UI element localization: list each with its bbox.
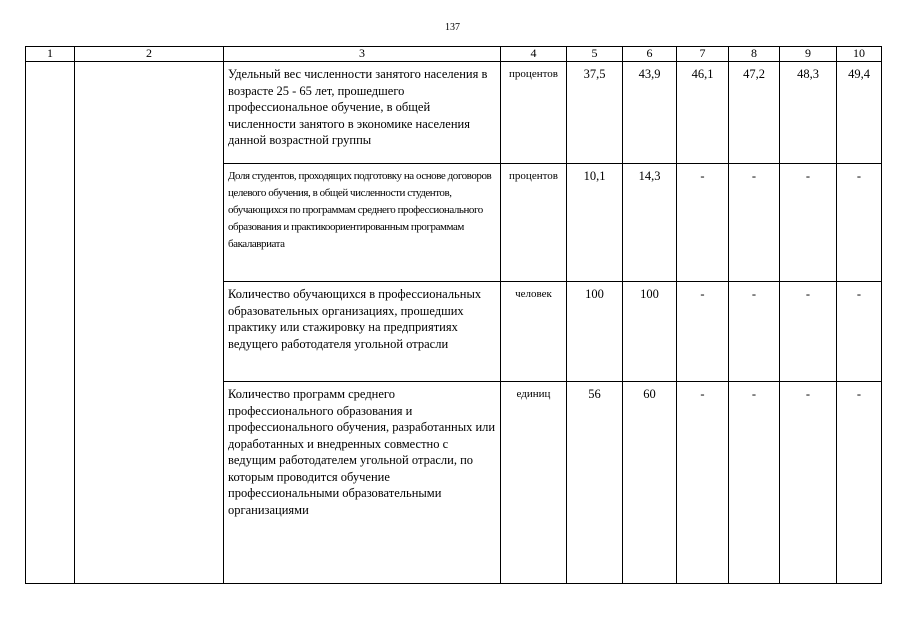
header-cell: 9 xyxy=(780,47,837,62)
indicator-cell: Доля студентов, проходящих подготовку на основе договоров целевого обучения, в общей численности студентов, обучающихся по программам среднего профессионального образования и практикоориентированным программам бакалавриата xyxy=(224,164,501,282)
value-cell: - xyxy=(780,382,837,584)
value-cell: 56 xyxy=(567,382,623,584)
value-cell: - xyxy=(837,282,882,382)
header-cell: 6 xyxy=(623,47,677,62)
indicator-cell: Количество обучающихся в профессиональных образовательных организациях, прошедших практику или стажировку на предприятиях ведущего работодателя угольной отрасли xyxy=(224,282,501,382)
header-cell: 4 xyxy=(501,47,567,62)
value-cell: 60 xyxy=(623,382,677,584)
indicators-table xyxy=(25,46,882,584)
value-cell: - xyxy=(677,282,729,382)
unit-cell: процентов xyxy=(501,62,567,164)
header-cell: 10 xyxy=(837,47,882,62)
value-cell: - xyxy=(729,282,780,382)
value-cell: - xyxy=(837,382,882,584)
indicator-cell: Удельный вес численности занятого населения в возрасте 25 - 65 лет, прошедшего профессиональное обучение, в общей численности занятого в экономике населения данной возрастной группы xyxy=(224,62,501,164)
col2-cell xyxy=(75,62,224,584)
unit-cell: человек xyxy=(501,282,567,382)
value-cell: - xyxy=(729,382,780,584)
value-cell: 46,1 xyxy=(677,62,729,164)
value-cell: 43,9 xyxy=(623,62,677,164)
header-cell: 7 xyxy=(677,47,729,62)
col1-cell xyxy=(26,62,75,584)
value-cell: 100 xyxy=(567,282,623,382)
unit-cell: процентов xyxy=(501,164,567,282)
header-cell: 2 xyxy=(75,47,224,62)
value-cell: 14,3 xyxy=(623,164,677,282)
page-number: 137 xyxy=(445,22,460,33)
header-cell: 5 xyxy=(567,47,623,62)
header-cell: 1 xyxy=(26,47,75,62)
header-row xyxy=(26,47,882,62)
value-cell: - xyxy=(780,164,837,282)
value-cell: 49,4 xyxy=(837,62,882,164)
unit-cell: единиц xyxy=(501,382,567,584)
value-cell: - xyxy=(677,164,729,282)
value-cell: - xyxy=(677,382,729,584)
value-cell: 10,1 xyxy=(567,164,623,282)
header-cell: 8 xyxy=(729,47,780,62)
indicator-cell: Количество программ среднего профессионального образования и профессионального обучения, разработанных или доработанных и внедренных совместно с ведущим работодателем угольной отрасли, по которым проводится обучение профессиональными образовательными организациями xyxy=(224,382,501,584)
value-cell: 37,5 xyxy=(567,62,623,164)
table-row xyxy=(26,62,882,164)
value-cell: 47,2 xyxy=(729,62,780,164)
value-cell: 100 xyxy=(623,282,677,382)
value-cell: 48,3 xyxy=(780,62,837,164)
value-cell: - xyxy=(780,282,837,382)
header-cell: 3 xyxy=(224,47,501,62)
value-cell: - xyxy=(837,164,882,282)
value-cell: - xyxy=(729,164,780,282)
